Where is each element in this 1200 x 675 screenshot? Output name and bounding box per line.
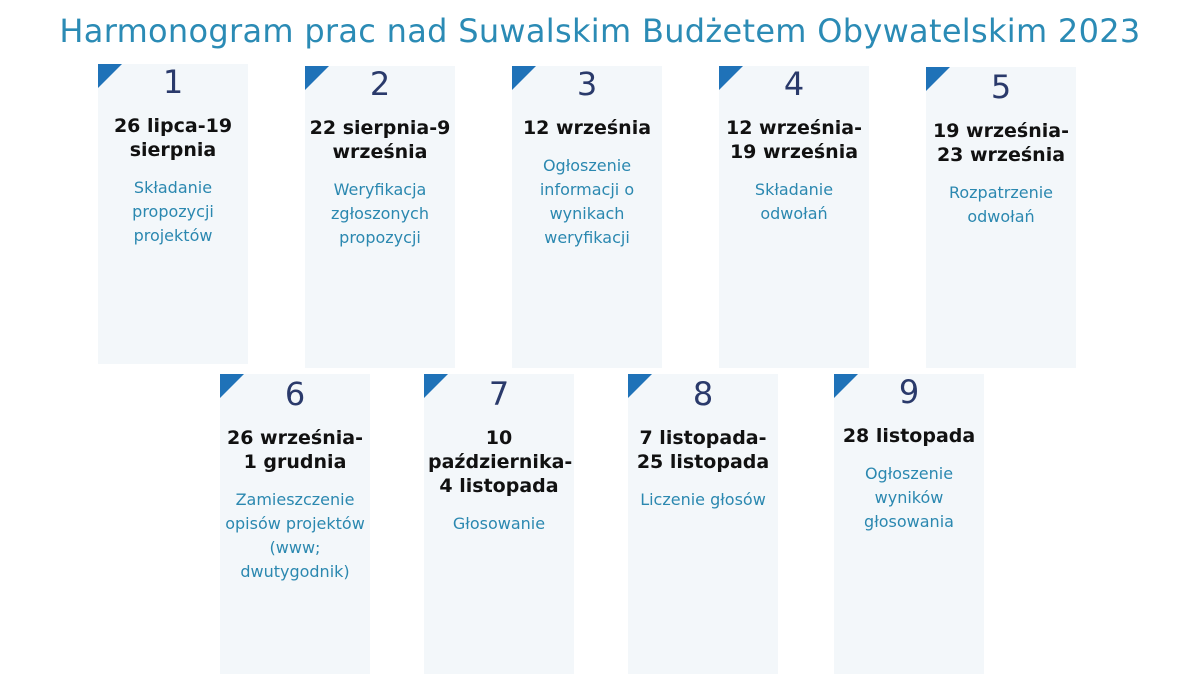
step-number: 4 xyxy=(783,65,805,103)
step-card-5 xyxy=(926,67,1076,368)
corner-triangle-icon xyxy=(834,374,858,398)
step-description: Składanie propozycji projektów xyxy=(132,178,214,245)
step-description: Weryfikacja zgłoszonych propozycji xyxy=(331,180,429,247)
step-description: Ogłoszenie wyników głosowania xyxy=(864,464,954,531)
step-number: 1 xyxy=(162,63,184,101)
step-date: 26 września-1 grudnia xyxy=(227,427,363,473)
step-date: 12 września xyxy=(522,117,652,139)
step-number: 3 xyxy=(576,65,598,103)
step-card-9 xyxy=(834,374,984,674)
step-date: 26 lipca-19 sierpnia xyxy=(113,115,233,161)
step-description: Składanie odwołań xyxy=(754,180,834,223)
step-date: 12 września-19 września xyxy=(726,117,862,163)
step-number: 9 xyxy=(898,373,920,411)
step-card-1 xyxy=(98,64,248,364)
corner-triangle-icon xyxy=(926,67,950,91)
step-date: 10 października-4 listopada xyxy=(428,427,573,497)
step-card-2 xyxy=(305,66,455,368)
corner-triangle-icon xyxy=(719,66,743,90)
page-title: Harmonogram prac nad Suwalskim Budżetem Obywatelskim 2023 xyxy=(59,12,1141,50)
step-number: 6 xyxy=(284,375,306,413)
step-date: 19 września-23 września xyxy=(933,120,1069,166)
corner-triangle-icon xyxy=(628,374,652,398)
corner-triangle-icon xyxy=(305,66,329,90)
step-description: Rozpatrzenie odwołań xyxy=(948,183,1054,226)
step-card-3 xyxy=(512,66,662,368)
step-number: 2 xyxy=(369,65,391,103)
step-description: Ogłoszenie informacji o wynikach weryfikacji xyxy=(539,156,635,247)
corner-triangle-icon xyxy=(98,64,122,88)
corner-triangle-icon xyxy=(220,374,244,398)
step-number: 8 xyxy=(692,375,714,413)
corner-triangle-icon xyxy=(424,374,448,398)
step-description: Zamieszczenie opisów projektów (www; dwutygodnik) xyxy=(225,490,365,581)
step-card-6 xyxy=(220,374,370,674)
step-card-7 xyxy=(424,374,574,674)
step-description: Głosowanie xyxy=(452,514,546,533)
corner-triangle-icon xyxy=(512,66,536,90)
step-card-8 xyxy=(628,374,778,674)
step-card-4 xyxy=(719,66,869,368)
step-date: 22 sierpnia-9 września xyxy=(309,117,451,163)
step-number: 5 xyxy=(990,68,1012,106)
step-description: Liczenie głosów xyxy=(640,490,766,509)
step-number: 7 xyxy=(488,375,510,413)
step-date: 28 listopada xyxy=(842,425,976,447)
step-date: 7 listopada-25 listopada xyxy=(636,427,770,473)
